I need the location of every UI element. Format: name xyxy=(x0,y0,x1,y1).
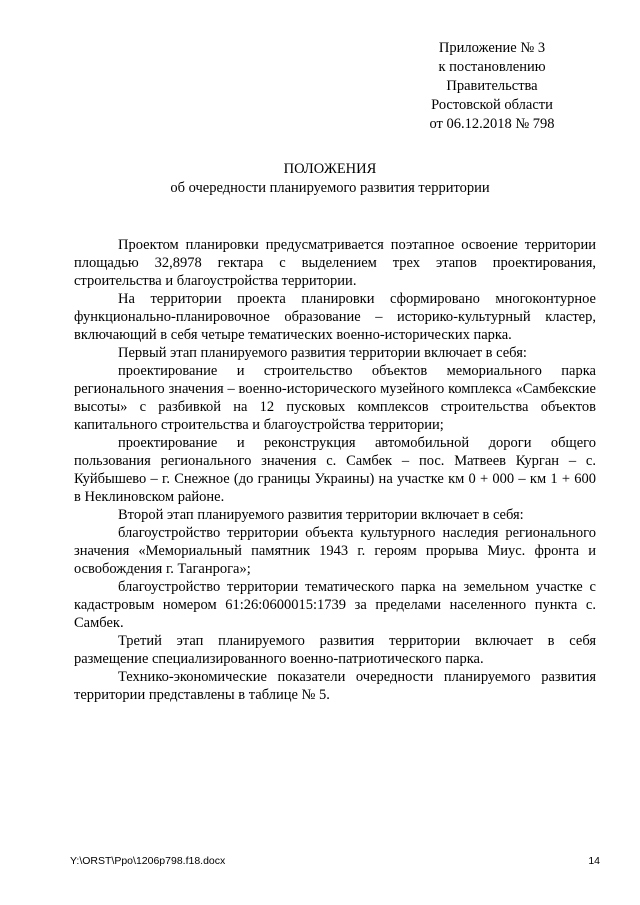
paragraph: Третий этап планируемого развития территории включает в себя размещение специализированного военно-патриотического парка. xyxy=(74,633,596,667)
document-body xyxy=(74,236,596,704)
document-subtitle: об очередности планируемого развития территории xyxy=(170,180,490,196)
paragraph: благоустройство территории тематического парка на земельном участке с кадастровым номером 61:26:0600015:1739 за пределами населенного пункта с. Самбек. xyxy=(74,579,596,631)
annex-line-1: Приложение № 3 xyxy=(438,40,546,56)
annex-line-5: от 06.12.2018 № 798 xyxy=(429,116,555,132)
annex-block xyxy=(392,39,592,134)
annex-line-3: Правительства xyxy=(446,78,538,94)
page-number: 14 xyxy=(588,855,600,867)
paragraph: Второй этап планируемого развития территории включает в себя: xyxy=(118,507,524,523)
paragraph: проектирование и реконструкция автомобильной дороги общего пользования регионального значения с. Самбек – пос. Матвеев Курган – с. Куйбышево – г. Снежное (до границы Украины) на участке км 0 + 000 – км 1 + 600 в Неклиновском районе. xyxy=(74,435,596,505)
footer-file-path: Y:\ORST\Ppo\1206p798.f18.docx xyxy=(70,855,226,867)
paragraph: Первый этап планируемого развития территории включает в себя: xyxy=(118,345,527,361)
annex-line-2: к постановлению xyxy=(438,59,546,75)
annex-line-4: Ростовской области xyxy=(431,97,553,113)
paragraph: проектирование и строительство объектов мемориального парка регионального значения – военно-исторического музейного комплекса «Самбекские высоты» с разбивкой на 12 пусковых комплексов строительства объектов капитального строительства и благоустройства территории; xyxy=(74,363,596,433)
paragraph: Технико-экономические показатели очередности планируемого развития территории представлены в таблице № 5. xyxy=(74,669,596,703)
paragraph: На территории проекта планировки сформировано многоконтурное функционально-планировочное образование – историко-культурный кластер, включающий в себя четыре тематических военно-исторических парка. xyxy=(74,291,596,343)
paragraph: Проектом планировки предусматривается поэтапное освоение территории площадью 32,8978 гектара с выделением трех этапов проектирования, строительства и благоустройства территории. xyxy=(74,237,596,289)
document-title: ПОЛОЖЕНИЯ xyxy=(283,161,377,177)
paragraph: благоустройство территории объекта культурного наследия регионального значения «Мемориальный памятник 1943 г. героям прорыва Миус. фронта и освобождения г. Таганрога»; xyxy=(74,525,596,577)
